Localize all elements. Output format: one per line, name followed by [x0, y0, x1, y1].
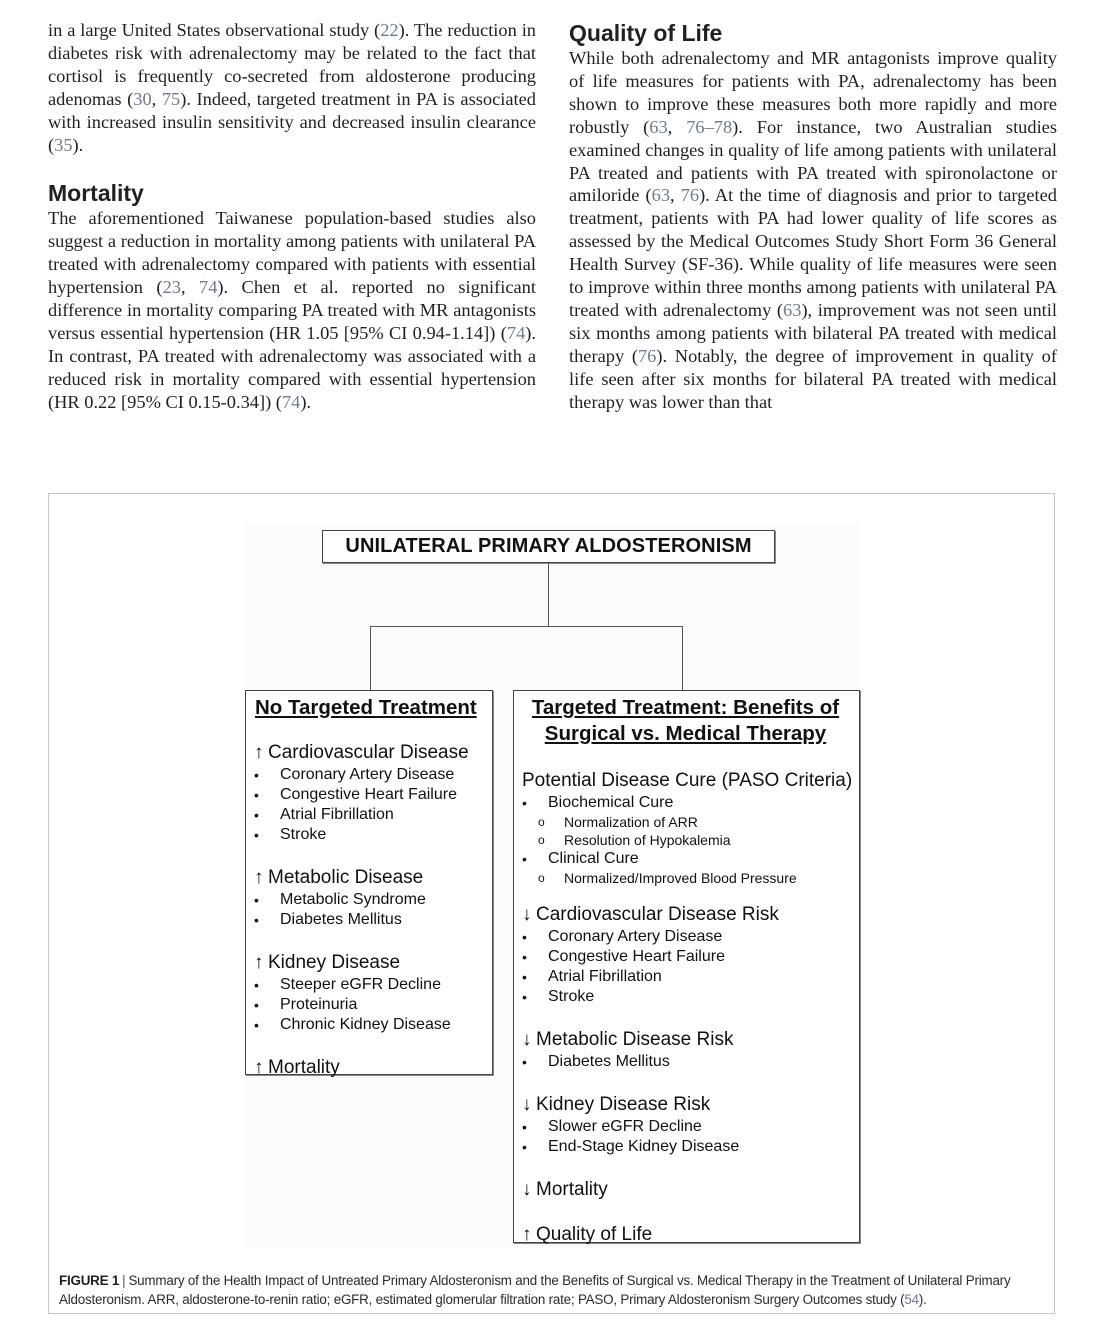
mortality-heading: Mortality [48, 180, 144, 207]
citation-link[interactable]: 30 [133, 88, 152, 109]
caption-text: Summary of the Health Impact of Untreated Primary Aldosteronism and the Benefits of Surgical vs. Medical Therapy in the Treatment of Unilateral Primary Aldosteronism. ARR, aldosterone-to-renin ratio; eGFR, estimated glomerular filtration rate; PASO, Primary Aldosteronism Surgery Outcomes study ( [59, 1273, 1011, 1307]
arrow-up-icon: ↑ [522, 1224, 532, 1245]
group-heading [254, 741, 492, 765]
arrow-up-icon: ↑ [254, 1057, 264, 1078]
arrow-down-icon: ↓ [522, 1179, 532, 1200]
group-heading [254, 951, 492, 975]
cure-subitem: o Normalization of ARR [522, 813, 859, 831]
text-run: The aforementioned Taiwanese population-based studies also suggest a reduction in mortality among patients with unilateral PA treated with adrenalectomy compared with patients with essential hypertension ( [48, 208, 536, 298]
targeted-treatment-title-line2: Surgical vs. Medical Therapy [544, 722, 827, 745]
group-heading [522, 903, 859, 927]
right-box-groups [522, 887, 859, 1247]
quality-of-life-paragraph [569, 47, 1057, 414]
figure-caption [59, 1271, 1044, 1309]
list-item: • Congestive Heart Failure [254, 785, 492, 805]
group-heading-text: Kidney Disease [268, 952, 401, 973]
text-run: , [151, 88, 162, 109]
connector-root-down [548, 563, 549, 627]
list-item: • Stroke [254, 825, 492, 845]
no-targeted-treatment-box [245, 690, 493, 1078]
connector-right-down [682, 626, 683, 690]
cure-sublist [522, 869, 859, 887]
text-run: ). Notably, the degree of improvement in quality of life seen after six months for bilateral PA treated with medical therapy was lower than that [569, 345, 1057, 412]
group-heading-text: Quality of Life [536, 1224, 653, 1245]
cure-subitem: o Resolution of Hypokalemia [522, 831, 859, 849]
list-item: • Coronary Artery Disease [254, 765, 492, 785]
text-run: ). At the time of diagnosis and prior to targeted treatment, patients with PA had lower quality of life scores as assessed by the Medical Outcomes Study Short Form 36 General Health Survey (SF-36). While quality of life measures were seen to improve within three months among patients with unilateral PA treated with adrenalectomy ( [569, 185, 1057, 320]
group-item-list [254, 890, 492, 930]
group-item-list [522, 1117, 859, 1157]
citation-link[interactable]: 54 [904, 1292, 919, 1307]
list-item: • End-Stage Kidney Disease [522, 1137, 859, 1157]
group-heading-text: Metabolic Disease [268, 867, 424, 888]
targeted-treatment-title-line1: Targeted Treatment: Benefits of [531, 696, 840, 719]
list-item: • Steeper eGFR Decline [254, 975, 492, 995]
text-run: ). The reduction in diabetes risk with adrenalectomy may be related to the fact that cortisol is frequently co-secreted from aldosterone producing adenomas ( [48, 20, 536, 109]
citation-link[interactable]: 76–78 [686, 116, 733, 137]
list-item: • Atrial Fibrillation [522, 967, 859, 987]
group-item-list [522, 927, 859, 1007]
no-targeted-treatment-title: No Targeted Treatment [255, 696, 477, 719]
cure-sublist [522, 813, 859, 849]
text-run: , [670, 185, 681, 206]
citation-link[interactable]: 23 [162, 277, 181, 298]
connector-horizontal [370, 626, 683, 627]
right-column [569, 19, 1057, 414]
group-heading [522, 1028, 859, 1052]
arrow-down-icon: ↓ [522, 1029, 532, 1050]
left-column [48, 19, 536, 414]
list-item: • Congestive Heart Failure [522, 947, 859, 967]
group-heading-text: Mortality [536, 1179, 608, 1200]
group-heading [522, 1093, 859, 1117]
list-item: • Chronic Kidney Disease [254, 1015, 492, 1035]
group-heading-text: Kidney Disease Risk [536, 1094, 711, 1115]
group-heading-text: Cardiovascular Disease Risk [536, 904, 779, 925]
group-heading [254, 1056, 492, 1080]
citation-link[interactable]: 63 [649, 116, 668, 137]
citation-link[interactable]: 75 [161, 88, 181, 109]
text-run: ). Chen et al. reported no significant difference in mortality comparing PA treated with MR antagonists versus essential hypertension (HR 1.05 [95% CI 0.94-1.14]) ( [48, 277, 536, 343]
arrow-down-icon: ↓ [522, 1094, 532, 1115]
list-item: • Coronary Artery Disease [522, 927, 859, 947]
list-item: • Stroke [522, 987, 859, 1007]
figure-label: FIGURE 1 [59, 1273, 120, 1288]
quality-of-life-heading: Quality of Life [569, 20, 723, 46]
text-run: While both adrenalectomy and MR antagonists improve quality of life measures for patients with PA, adrenalectomy has been shown to improve these measures both more rapidly and more robustly ( [569, 48, 1057, 137]
citation-link[interactable]: 35 [54, 134, 73, 155]
cure-subitem: o Normalized/Improved Blood Pressure [522, 869, 859, 887]
list-item: • Diabetes Mellitus [522, 1052, 859, 1072]
citation-link[interactable]: 74 [506, 322, 526, 343]
group-heading-text: Mortality [268, 1057, 340, 1078]
citation-link[interactable]: 74 [199, 277, 218, 298]
citation-link[interactable]: 76 [680, 185, 700, 206]
list-item: • Metabolic Syndrome [254, 890, 492, 910]
caption-separator: | [122, 1273, 126, 1288]
group-heading [522, 1223, 859, 1247]
text-run: ). In contrast, PA treated with adrenalectomy was associated with a reduced risk in mortality compared with essential hypertension (HR 0.22 [95% CI 0.15-0.34]) ( [48, 322, 536, 412]
left-box-groups [254, 721, 492, 1080]
caption-text-end: ). [918, 1292, 927, 1307]
connector-left-down [370, 626, 371, 690]
text-run: ). Indeed, targeted treatment in PA is associated with increased insulin sensitivity and decreased insulin clearance ( [48, 88, 536, 155]
citation-link[interactable]: 22 [380, 20, 399, 40]
list-item: • Proteinuria [254, 995, 492, 1015]
text-run: ). [300, 391, 312, 412]
group-item-list [254, 975, 492, 1035]
group-heading [522, 1178, 859, 1202]
cure-subitems [522, 813, 859, 849]
citation-link[interactable]: 74 [281, 391, 301, 412]
text-run: , [667, 116, 687, 137]
citation-link[interactable]: 76 [637, 345, 657, 366]
text-run: , [180, 277, 199, 298]
arrow-up-icon: ↑ [254, 742, 264, 763]
list-item: • Diabetes Mellitus [254, 910, 492, 930]
diabetes-continuation-paragraph [48, 19, 536, 156]
list-item: • Slower eGFR Decline [522, 1117, 859, 1137]
citation-link[interactable]: 63 [783, 299, 802, 320]
cure-item: • Clinical Cure [522, 849, 859, 869]
arrow-up-icon: ↑ [254, 867, 264, 888]
text-run: in a large United States observational study ( [48, 20, 381, 40]
group-item-list [522, 1052, 859, 1072]
group-heading-text: Cardiovascular Disease [268, 742, 469, 763]
text-run: ). For instance, two Australian studies examined changes in quality of life among patients with unilateral PA treated and patients with PA treated with spironolactone or amiloride ( [569, 116, 1057, 206]
mortality-paragraph [48, 207, 536, 413]
root-node-unilateral-pa: UNILATERAL PRIMARY ALDOSTERONISM [322, 530, 775, 563]
text-run: ), improvement was not seen until six months among patients with bilateral PA treated with medical therapy ( [569, 299, 1057, 366]
group-heading [254, 866, 492, 890]
group-item-list [254, 765, 492, 845]
text-run: ). [72, 134, 84, 155]
arrow-down-icon: ↓ [522, 904, 532, 925]
list-item: • Atrial Fibrillation [254, 805, 492, 825]
citation-link[interactable]: 63 [651, 185, 671, 206]
cure-item: • Biochemical Cure [522, 793, 859, 813]
arrow-up-icon: ↑ [254, 952, 264, 973]
cure-subitems [522, 869, 859, 887]
disease-cure-heading: Potential Disease Cure (PASO Criteria) [522, 770, 853, 791]
targeted-treatment-box [513, 690, 860, 1243]
group-heading-text: Metabolic Disease Risk [536, 1029, 734, 1050]
disease-cure-list [522, 793, 859, 887]
